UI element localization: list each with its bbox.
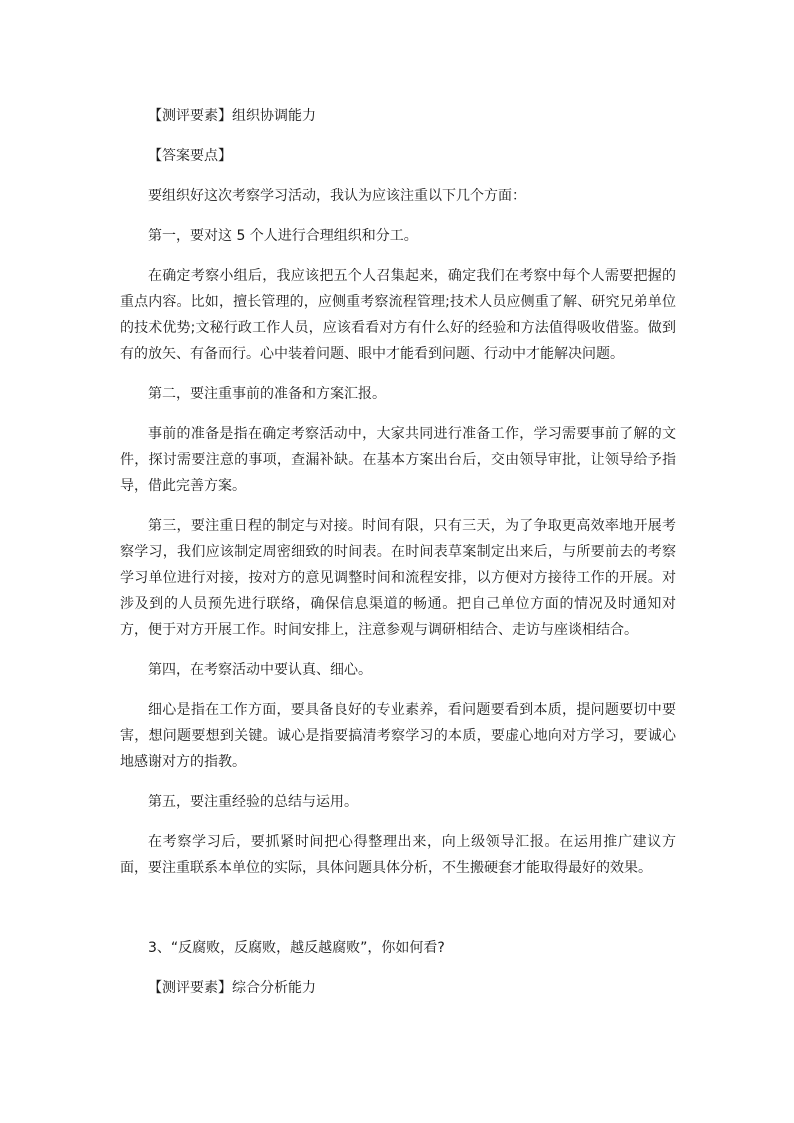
question-3: 3、“反腐败，反腐败，越反越腐败”，你如何看? [148, 940, 445, 956]
document-body [120, 103, 676, 1015]
point2-body: 事前的准备是指在确定考察活动中，大家共同进行准备工作，学习需要事前了解的文件，探讨需要注意的事项，查漏补缺。在基本方案出台后，交由领导审批，让领导给予指导，借此完善方案。 [120, 426, 676, 494]
evaluation-element-heading-q3: 【测评要素】综合分析能力 [148, 980, 316, 996]
point3-body: 第三，要注重日程的制定与对接。时间有限，只有三天，为了争取更高效率地开展考察学习，我们应该制定周密细致的时间表。在时间表草案制定出来后，与所要前去的考察学习单位进行对接，按对方的意见调整时间和流程安排，以方便对方接待工作的开展。对涉及到的人员预先进行联络，确保信息渠道的畅通。把自己单位方面的情况及时通知对方，便于对方开展工作。时间安排上，注意参观与调研相结合、走访与座谈相结合。 [120, 518, 676, 638]
point4-title: 第四，在考察活动中要认真、细心。 [148, 662, 372, 678]
point5-body: 在考察学习后，要抓紧时间把心得整理出来，向上级领导汇报。在运用推广建议方面，要注重联系本单位的实际，具体问题具体分析，不生搬硬套才能取得最好的效果。 [120, 834, 676, 876]
point5-title: 第五，要注重经验的总结与运用。 [148, 794, 358, 810]
evaluation-element-heading: 【测评要素】组织协调能力 [148, 108, 316, 124]
intro-paragraph: 要组织好这次考察学习活动，我认为应该注重以下几个方面： [148, 188, 526, 204]
point2-title: 第二，要注重事前的准备和方案汇报。 [148, 386, 386, 402]
point4-body: 细心是指在工作方面，要具备良好的专业素养，看问题要看到本质，提问题要切中要害，想问题要想到关键。诚心是指要搞清考察学习的本质，要虚心地向对方学习，要诚心地感谢对方的指教。 [120, 702, 676, 770]
section-spacer [120, 895, 676, 935]
point1-title: 第一，要对这 5 个人进行合理组织和分工。 [148, 228, 418, 244]
answer-points-heading: 【答案要点】 [148, 148, 232, 164]
point1-body: 在确定考察小组后，我应该把五个人召集起来，确定我们在考察中每个人需要把握的重点内容。比如，擅长管理的，应侧重考察流程管理;技术人员应侧重了解、研究兄弟单位的技术优势;文秘行政工作人员，应该看看对方有什么好的经验和方法值得吸收借鉴。做到有的放矢、有备而行。心中装着问题、眼中才能看到问题、行动中才能解决问题。 [120, 268, 676, 362]
